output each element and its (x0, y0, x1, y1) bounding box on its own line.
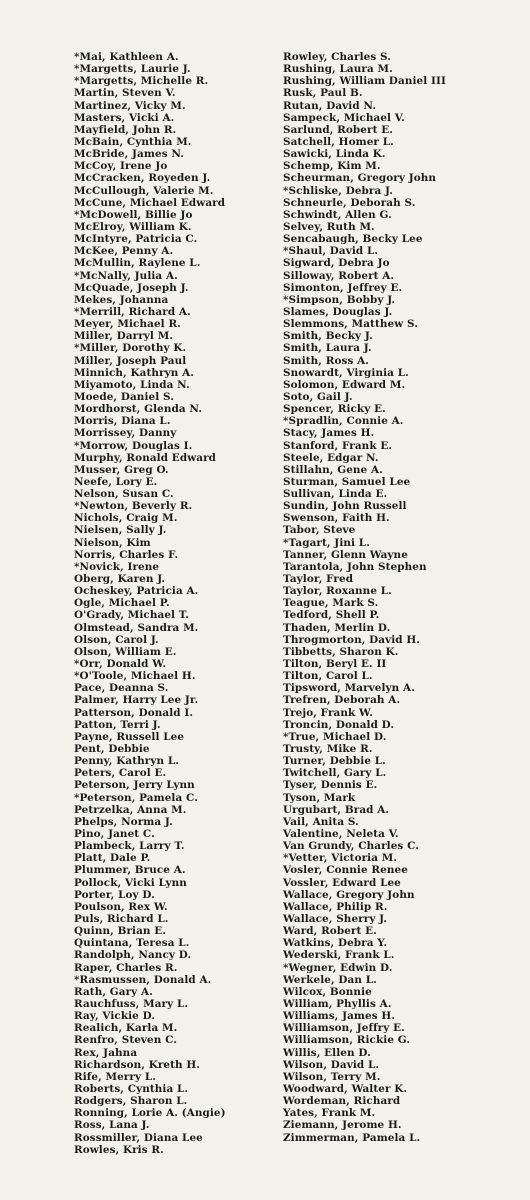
name-entry: William, Phyllis A. (283, 997, 392, 1010)
name-entry: Platt, Dale P. (74, 852, 151, 865)
name-entry: Soto, Gail J. (283, 390, 353, 403)
name-entry: McMullin, Raylene L. (74, 257, 201, 270)
name-entry: Ogle, Michael P. (74, 597, 170, 610)
name-entry: *Rasmussen, Donald A. (74, 973, 212, 986)
name-entry: *Newton, Beverly R. (74, 500, 193, 513)
name-entry: Stanford, Frank E. (283, 439, 393, 452)
name-entry: Sencabaugh, Becky Lee (283, 233, 423, 246)
name-entry: Phelps, Norma J. (74, 815, 173, 828)
name-entry: McCoy, Irene Jo (74, 160, 168, 173)
name-entry: Ross, Lana J. (74, 1119, 150, 1132)
name-entry: Tabor, Steve (283, 524, 356, 537)
name-entry: Trefren, Deborah A. (283, 694, 401, 707)
name-entry: Pino, Janet C. (74, 828, 155, 840)
name-entry: *Vetter, Victoria M. (283, 852, 398, 865)
name-entry: Quinn, Brian E. (74, 925, 167, 938)
name-entry: *Margetts, Laurie J. (74, 63, 191, 76)
name-entry: Pollock, Vicki Lynn (74, 876, 187, 889)
name-entry: McBride, James N. (74, 148, 185, 161)
name-entry: Schwindt, Allen G. (283, 208, 392, 221)
name-entry: *Mai, Kathleen A. (74, 51, 179, 63)
name-entry: Rutan, David N. (283, 99, 377, 112)
name-entry: Penny, Kathryn L. (74, 755, 179, 768)
name-entry: Woodward, Walter K. (283, 1082, 408, 1095)
name-entry: Willis, Ellen D. (283, 1046, 371, 1059)
name-entry: *Wegner, Edwin D. (283, 961, 393, 974)
name-entry: Patton, Terri J. (74, 718, 161, 731)
name-entry: Nichols, Craig M. (74, 512, 178, 525)
name-entry: Meyer, Michael R. (74, 318, 181, 331)
name-list-left (74, 51, 274, 1156)
name-entry: Oberg, Karen J. (74, 573, 166, 586)
name-entry: Throgmorton, David H. (283, 633, 421, 646)
name-entry: *Spradlin, Connie A. (283, 415, 404, 428)
name-entry: Nelson, Susan C. (74, 488, 174, 501)
name-entry: McIntyre, Patricia C. (74, 233, 198, 246)
name-entry: Plambeck, Larry T. (74, 840, 185, 853)
name-entry: Wallace, Sherry J. (283, 912, 388, 925)
name-entry: Ward, Robert E. (283, 925, 377, 938)
name-entry: Tyser, Dennis E. (283, 779, 378, 792)
name-entry: Teague, Mark S. (283, 597, 379, 610)
name-entry: McQuade, Joseph J. (74, 281, 189, 294)
name-entry: Schemp, Kim M. (283, 160, 381, 173)
name-entry: Miller, Darryl M. (74, 330, 174, 343)
name-entry: Wilson, Terry M. (283, 1070, 381, 1083)
name-entry: Stacy, James H. (283, 427, 375, 440)
name-entry: Patterson, Donald I. (74, 706, 194, 719)
name-entry: Mayfield, John R. (74, 123, 177, 136)
name-entry: Steele, Edgar N. (283, 451, 379, 464)
name-entry: Rauchfuss, Mary L. (74, 997, 189, 1010)
name-entry: Murphy, Ronald Edward (74, 451, 217, 464)
name-entry: Yates, Frank M. (283, 1107, 376, 1120)
name-entry: McCullough, Valerie M. (74, 184, 214, 197)
name-entry: Trusty, Mike R. (283, 743, 373, 756)
name-entry: Stillahn, Gene A. (283, 463, 383, 476)
name-entry: Raper, Charles R. (74, 961, 178, 974)
name-entry: Urgubart, Brad A. (283, 803, 390, 816)
name-entry: Wederski, Frank L. (283, 949, 395, 962)
name-entry: Sawicki, Linda K. (283, 148, 386, 161)
name-entry: Masters, Vicki A. (74, 111, 175, 124)
name-entry: Morrissey, Danny (74, 427, 177, 440)
name-entry: Spencer, Ricky E. (283, 403, 386, 416)
name-entry: *McDowell, Billie Jo (74, 208, 193, 221)
name-entry: Rowley, Charles S. (283, 51, 391, 63)
name-entry: Swenson, Faith H. (283, 512, 390, 525)
name-entry: Renfro, Steven C. (74, 1034, 178, 1047)
name-entry: Miyamoto, Linda N. (74, 378, 190, 391)
name-entry: Tanner, Glenn Wayne (283, 548, 408, 561)
name-list-right (283, 51, 488, 1144)
name-entry: Ziemann, Jerome H. (283, 1119, 402, 1132)
name-entry: Olson, William E. (74, 645, 177, 658)
name-entry: McBain, Cynthia M. (74, 135, 192, 148)
name-entry: Rushing, William Daniel III (283, 75, 446, 88)
name-entry: Wilson, David L. (283, 1058, 380, 1071)
name-entry: McCune, Michael Edward (74, 196, 226, 209)
name-entry: Tibbetts, Sharon K. (283, 645, 399, 658)
name-entry: Wallace, Philip R. (283, 900, 388, 913)
name-entry: Simonton, Jeffrey E. (283, 281, 403, 294)
name-entry: Plummer, Bruce A. (74, 864, 186, 877)
name-entry: Wilcox, Bonnie (283, 985, 372, 998)
name-entry: Rath, Gary A. (74, 985, 153, 998)
name-entry: *Miller, Dorothy K. (74, 342, 187, 355)
name-entry: *Schliske, Debra J. (283, 184, 393, 197)
name-entry: Rex, Jahna (74, 1046, 138, 1059)
name-entry: Sullivan, Linda E. (283, 488, 388, 501)
name-entry: *Novick, Irene (74, 560, 160, 573)
name-entry: Sigward, Debra Jo (283, 257, 390, 270)
name-entry: Martinez, Vicky M. (74, 99, 186, 112)
name-entry: Nielson, Kim (74, 536, 151, 549)
name-entry: Sturman, Samuel Lee (283, 475, 411, 488)
name-entry: Puls, Richard L. (74, 912, 169, 925)
name-entry: Mekes, Johanna (74, 293, 169, 306)
name-entry: Morris, Diana L. (74, 415, 171, 428)
name-entry: Solomon, Edward M. (283, 378, 406, 391)
name-entry: Ronning, Lorie A. (Angie) (74, 1107, 226, 1120)
name-entry: *McNally, Julia A. (74, 269, 178, 282)
name-entry: *Simpson, Bobby J. (283, 293, 396, 306)
name-entry: Payne, Russell Lee (74, 730, 185, 743)
name-entry: *True, Michael D. (283, 730, 387, 743)
name-entry: *Orr, Donald W. (74, 658, 167, 671)
name-entry: Rushing, Laura M. (283, 63, 393, 76)
name-entry: Smith, Becky J. (283, 330, 373, 343)
name-entry: Peterson, Jerry Lynn (74, 779, 195, 792)
name-entry: Martin, Steven V. (74, 87, 176, 100)
name-entry: Sarlund, Robert E. (283, 123, 393, 136)
name-entry: Tarantola, John Stephen (283, 560, 427, 573)
name-entry: Realich, Karla M. (74, 1022, 178, 1035)
name-entry: Troncin, Donald D. (283, 718, 395, 731)
name-entry: Silloway, Robert A. (283, 269, 395, 282)
name-entry: Moede, Daniel S. (74, 390, 174, 403)
name-entry: Slemmons, Matthew S. (283, 318, 418, 331)
name-entry: Musser, Greg O. (74, 463, 169, 476)
name-entry: Quintana, Teresa L. (74, 937, 190, 950)
name-entry: *Morrow, Douglas I. (74, 439, 193, 452)
name-entry: *Merrill, Richard A. (74, 305, 191, 318)
name-entry: Pent, Debbie (74, 743, 150, 756)
name-entry: Williamson, Jeffry E. (283, 1022, 405, 1035)
name-entry: Wallace, Gregory John (283, 888, 415, 901)
name-entry: Slames, Douglas J. (283, 305, 393, 318)
name-entry: Ray, Vickie D. (74, 1010, 156, 1023)
name-entry: Vossler, Edward Lee (283, 876, 401, 889)
name-entry: Selvey, Ruth M. (283, 220, 375, 233)
name-entry: Sampeck, Michael V. (283, 111, 405, 124)
name-entry: Mordhorst, Glenda N. (74, 403, 203, 416)
name-entry: Randolph, Nancy D. (74, 949, 192, 962)
name-entry: Taylor, Fred (283, 573, 354, 586)
name-entry: Thaden, Merlin D. (283, 621, 391, 634)
name-entry: Watkins, Debra Y. (283, 937, 388, 950)
name-entry: Zimmerman, Pamela L. (283, 1131, 421, 1144)
name-entry: Poulson, Rex W. (74, 900, 168, 913)
name-entry: Neefe, Lory E. (74, 475, 158, 488)
name-entry: Rowles, Kris R. (74, 1143, 164, 1156)
name-entry: Rossmiller, Diana Lee (74, 1131, 203, 1144)
name-entry: McKee, Penny A. (74, 245, 174, 258)
name-entry: Twitchell, Gary L. (283, 767, 387, 780)
name-entry: Werkele, Dan L. (283, 973, 377, 986)
name-entry: Valentine, Neleta V. (283, 828, 399, 840)
name-entry: Trejo, Frank W. (283, 706, 373, 719)
name-entry: Schneurle, Deborah S. (283, 196, 416, 209)
name-entry: Tipsword, Marvelyn A. (283, 682, 415, 695)
name-entry: Van Grundy, Charles C. (283, 840, 419, 853)
name-entry: Palmer, Harry Lee Jr. (74, 694, 199, 707)
name-entry: *Tagart, Jini L. (283, 536, 370, 549)
name-entry: Wordeman, Richard (283, 1095, 401, 1108)
name-entry: Peters, Carol E. (74, 767, 167, 780)
name-entry: Vosler, Connie Renee (283, 864, 408, 877)
name-entry: Rusk, Paul B. (283, 87, 363, 100)
name-entry: Olmstead, Sandra M. (74, 621, 199, 634)
name-entry: Tilton, Beryl E. II (283, 658, 387, 671)
name-entry: *Shaul, David L. (283, 245, 379, 258)
name-entry: Tyson, Mark (283, 791, 356, 804)
name-entry: Williamson, Rickie G. (283, 1034, 411, 1047)
name-entry: Olson, Carol J. (74, 633, 159, 646)
name-entry: *Peterson, Pamela C. (74, 791, 198, 804)
name-entry: Smith, Laura J. (283, 342, 372, 355)
name-entry: Scheurman, Gregory John (283, 172, 437, 185)
name-entry: Petrzelka, Anna M. (74, 803, 187, 816)
name-entry: Norris, Charles F. (74, 548, 179, 561)
name-entry: O'Grady, Michael T. (74, 609, 190, 622)
name-entry: Vail, Anita S. (283, 815, 359, 828)
name-entry: Pace, Deanna S. (74, 682, 169, 695)
name-entry: McCracken, Royeden J. (74, 172, 211, 185)
name-entry: Nielsen, Sally J. (74, 524, 167, 537)
name-entry: Porter, Loy D. (74, 888, 155, 901)
name-entry: Smith, Ross A. (283, 354, 369, 367)
name-entry: Rodgers, Sharon L. (74, 1095, 188, 1108)
name-entry: Rife, Merry L. (74, 1070, 156, 1083)
name-entry: Taylor, Roxanne L. (283, 585, 392, 598)
name-entry: Roberts, Cynthia L. (74, 1082, 189, 1095)
name-entry: Snowardt, Virginia L. (283, 366, 409, 379)
name-entry: Tedford, Shell P. (283, 609, 380, 622)
name-entry: *Margetts, Michelle R. (74, 75, 209, 88)
name-entry: Ocheskey, Patricia A. (74, 585, 199, 598)
name-entry: Williams, James H. (283, 1010, 396, 1023)
name-entry: *O'Toole, Michael H. (74, 670, 196, 683)
name-entry: Tilton, Carol L. (283, 670, 373, 683)
name-entry: Sundin, John Russell (283, 500, 407, 513)
name-entry: Satchell, Homer L. (283, 135, 394, 148)
name-entry: Miller, Joseph Paul (74, 354, 187, 367)
name-entry: McElroy, William K. (74, 220, 192, 233)
name-entry: Richardson, Kreth H. (74, 1058, 201, 1071)
name-entry: Turner, Debbie L. (283, 755, 386, 768)
name-entry: Minnich, Kathryn A. (74, 366, 195, 379)
